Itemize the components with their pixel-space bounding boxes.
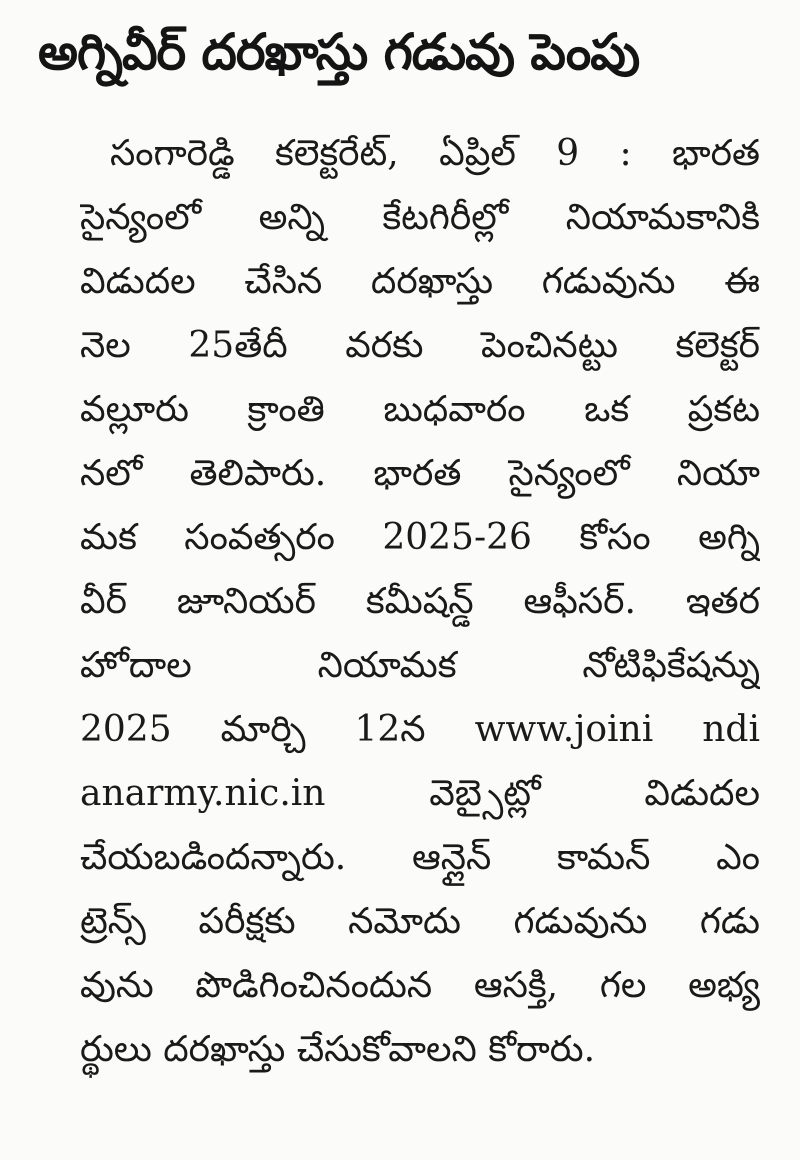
article-line-5: వల్లూరు క్రాంతి బుధవారం ఒక ప్రకట xyxy=(80,389,760,430)
article-line-8: వీర్ జూనియర్ కమీషన్డ్ ఆఫీసర్. ఇతర xyxy=(80,581,760,622)
article-line-12: చేయబడిందన్నారు. ఆన్లైన్ కామన్ ఎం xyxy=(80,837,760,878)
article-body xyxy=(80,122,760,1082)
article-line-11: anarmy.nic.in వెబ్సైట్లో విడుదల xyxy=(80,773,760,814)
article-line-9: హోదాల నియామక నోటిఫికేషన్ను xyxy=(80,645,760,686)
article-line-2: సైన్యంలో అన్ని కేటగిరీల్లో నియామకానికి xyxy=(80,197,760,238)
article-line-13: ట్రెన్స్ పరీక్షకు నమోదు గడువును గడు xyxy=(80,901,760,942)
article-line-4: నెల 25తేదీ వరకు పెంచినట్టు కలెక్టర్ xyxy=(80,325,760,366)
article-line-7: మక సంవత్సరం 2025-26 కోసం అగ్ని xyxy=(80,517,760,558)
article-line-6: నలో తెలిపారు. భారత సైన్యంలో నియా xyxy=(80,453,760,494)
article-line-1: సంగారెడ్డి కలెక్టరేట్, ఏప్రిల్ 9 : భారత xyxy=(110,133,760,174)
headline: అగ్నివీర్ దరఖాస్తు గడువు పెంపు xyxy=(38,23,640,81)
article-line-15: ర్థులు దరఖాస్తు చేసుకోవాలని కోరారు. xyxy=(80,1029,596,1070)
article-line-3: విడుదల చేసిన దరఖాస్తు గడువును ఈ xyxy=(80,261,760,302)
article-line-10: 2025 మార్చి 12న www.joini ndi xyxy=(80,709,760,750)
article-line-14: వును పొడిగించినందున ఆసక్తి, గల అభ్య xyxy=(80,965,760,1006)
